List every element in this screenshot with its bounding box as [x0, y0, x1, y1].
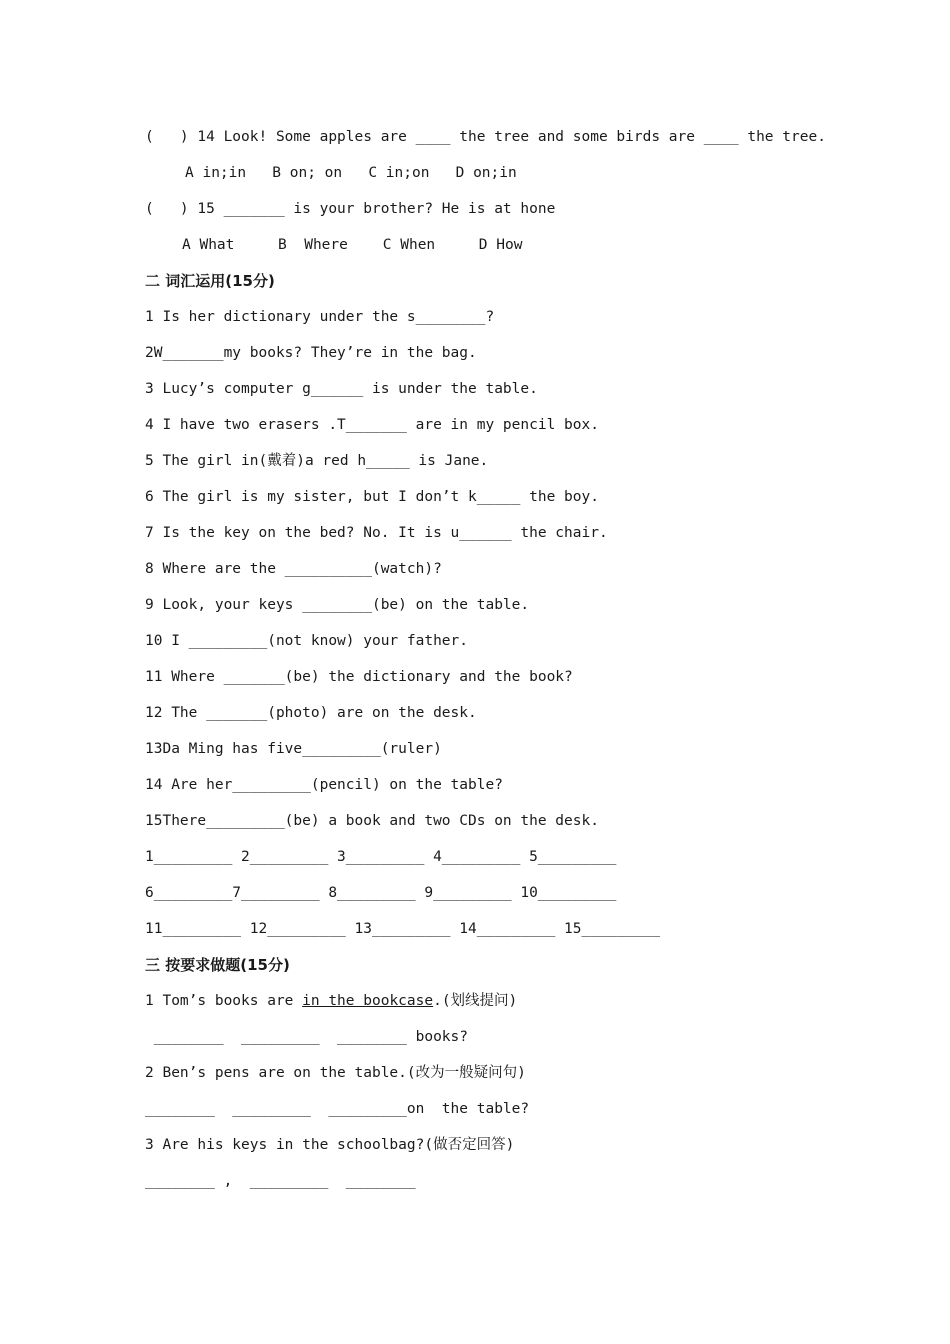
vocab-item-8: 8 Where are the __________(watch)?	[145, 561, 442, 577]
question-15-options: A What B Where C When D How	[182, 237, 523, 253]
vocab-item-2: 2W_______my books? They’re in the bag.	[145, 345, 477, 361]
vocab-item-13: 13Da Ming has five_________(ruler)	[145, 741, 442, 757]
vocab-item-3: 3 Lucy’s computer g______ is under the table.	[145, 381, 538, 397]
task-1-suffix: .(划线提问)	[433, 993, 518, 1009]
vocab-item-12: 12 The _______(photo) are on the desk.	[145, 705, 477, 721]
section-3-heading: 三 按要求做题(15分)	[145, 956, 290, 974]
vocab-item-4: 4 I have two erasers .T_______ are in my pencil box.	[145, 417, 599, 433]
question-14: ( ) 14 Look! Some apples are ____ the tree and some birds are ____ the tree.	[145, 129, 826, 145]
vocab-item-15: 15There_________(be) a book and two CDs on the desk.	[145, 813, 599, 829]
task-3-answer: ________ , _________ ________	[145, 1173, 416, 1189]
vocab-item-10: 10 I _________(not know) your father.	[145, 633, 469, 649]
vocab-item-11: 11 Where _______(be) the dictionary and the book?	[145, 669, 573, 685]
section-2-heading: 二 词汇运用(15分)	[145, 272, 275, 290]
vocab-item-9: 9 Look, your keys ________(be) on the table.	[145, 597, 530, 613]
answer-row-2: 6_________7_________ 8_________ 9_________ 10_________	[145, 885, 617, 901]
task-1-answer: ________ _________ ________ books?	[145, 1029, 469, 1045]
question-15: ( ) 15 _______ is your brother? He is at hone	[145, 201, 556, 217]
task-1	[145, 991, 517, 1011]
answer-row-1: 1_________ 2_________ 3_________ 4_________ 5_________	[145, 849, 617, 865]
vocab-item-14: 14 Are her_________(pencil) on the table?	[145, 777, 503, 793]
vocab-item-7: 7 Is the key on the bed? No. It is u______ the chair.	[145, 525, 608, 541]
task-1-underlined-phrase: in the bookcase	[302, 993, 434, 1009]
task-1-prefix: 1 Tom’s books are	[145, 993, 303, 1009]
vocab-item-6: 6 The girl is my sister, but I don’t k_____ the boy.	[145, 489, 599, 505]
vocab-item-1: 1 Is her dictionary under the s________?	[145, 309, 495, 325]
task-3: 3 Are his keys in the schoolbag?(做否定回答)	[145, 1137, 515, 1153]
vocab-item-5: 5 The girl in(戴着)a red h_____ is Jane.	[145, 453, 489, 469]
task-2-answer: ________ _________ _________on the table?	[145, 1101, 530, 1117]
task-2: 2 Ben’s pens are on the table.(改为一般疑问句)	[145, 1065, 526, 1081]
answer-row-3: 11_________ 12_________ 13_________ 14_________ 15_________	[145, 921, 661, 937]
question-14-options: A in;in B on; on C in;on D on;in	[185, 165, 517, 181]
